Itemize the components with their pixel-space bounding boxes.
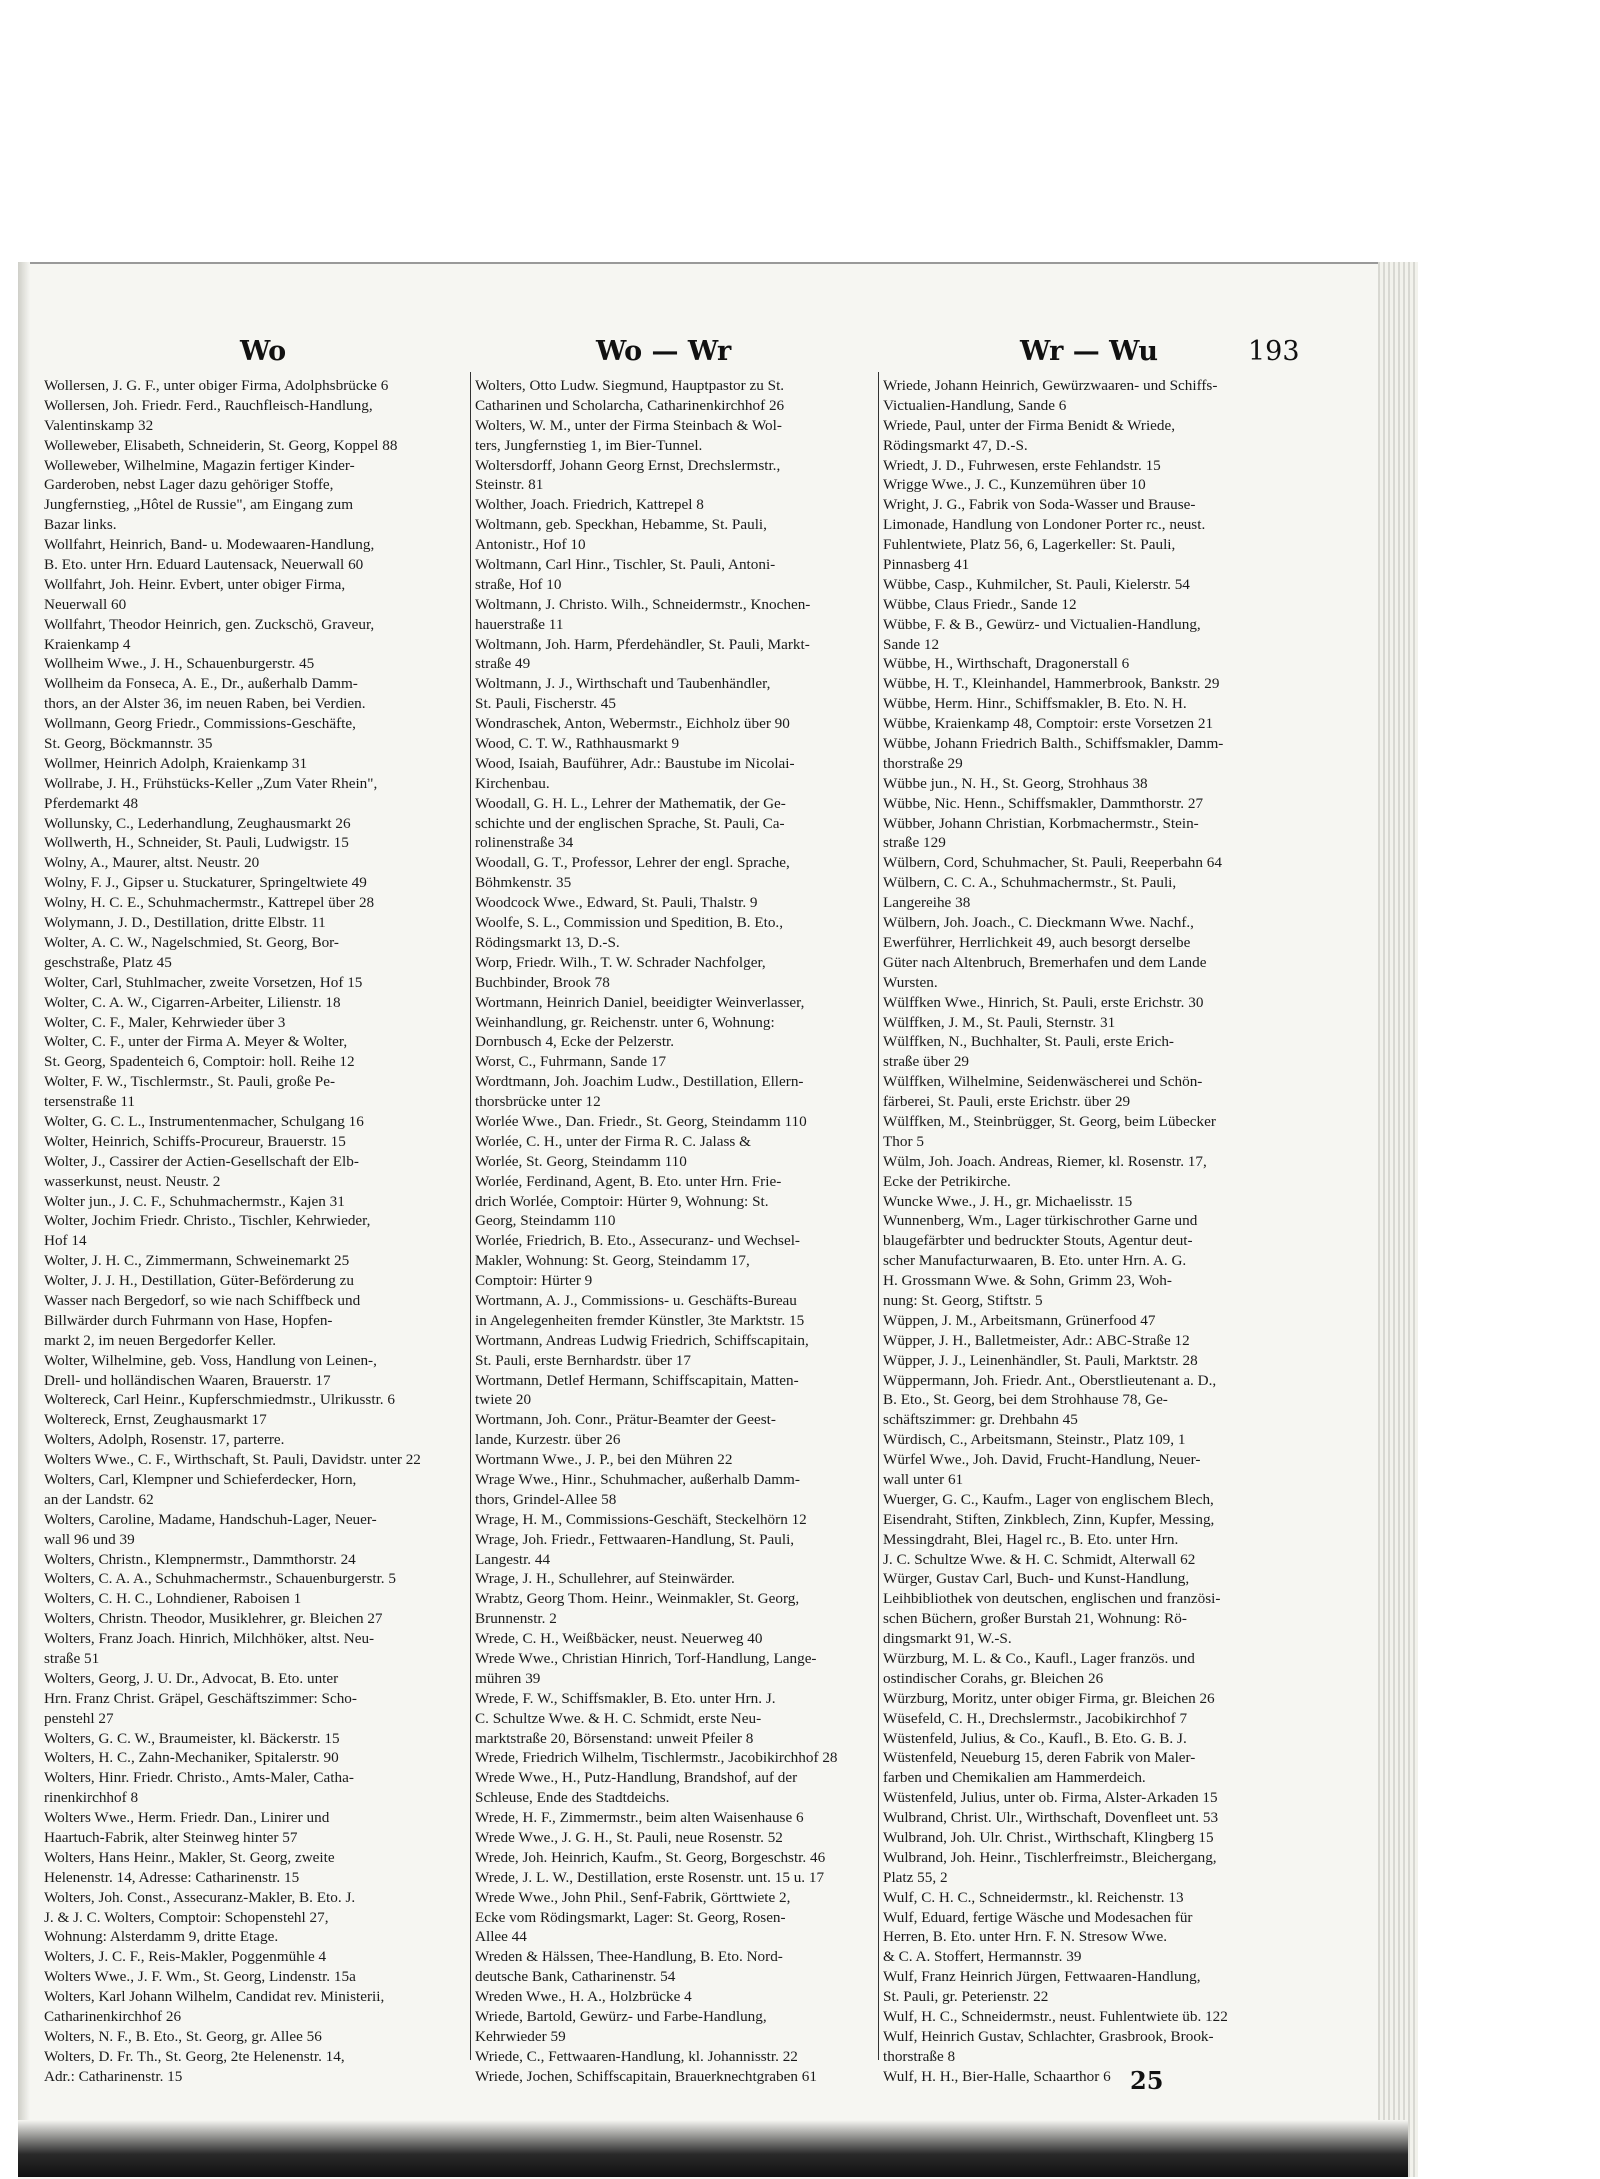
directory-entry-line: Wolters, Christn., Klempnermstr., Dammthorstr. 24 [44,1550,356,1568]
directory-entry-line: Wollersen, Joh. Friedr. Ferd., Rauchfleisch-Handlung, [44,396,373,414]
directory-entry-line: Thor 5 [883,1132,924,1150]
directory-entry-line: Wübber, Johann Christian, Korbmachermstr., Stein- [883,814,1199,832]
directory-entry-line: Wolter, C. F., Maler, Kehrwieder über 3 [44,1013,286,1031]
directory-entry-line: Fuhlentwiete, Platz 56, 6, Lagerkeller: St. Pauli, [883,536,1176,554]
directory-entry-line: lande, Kurzestr. über 26 [475,1431,621,1449]
directory-entry-line: Wüpper, J. H., Balletmeister, Adr.: ABC-Straße 12 [883,1331,1190,1349]
directory-entry-line: Wollheim Wwe., J. H., Schauenburgerstr. 45 [44,655,315,673]
directory-entry-line: straße über 29 [883,1053,970,1071]
directory-entry-line: Wolters, Karl Johann Wilhelm, Candidat rev. Ministerii, [44,1988,385,2006]
directory-entry-line: Wolny, F. J., Gipser u. Stuckaturer, Springeltwiete 49 [44,874,367,892]
directory-entry-line: Woltmann, J. Christo. Wilh., Schneidermstr., Knochen- [475,595,811,613]
directory-entry-line: Woltmann, J. J., Wirthschaft und Taubenhändler, [475,675,771,693]
directory-entry-line: Wolter, G. C. L., Instrumentenmacher, Schulgang 16 [44,1112,364,1130]
directory-entry-line: Wülffken Wwe., Hinrich, St. Pauli, erste Erichstr. 30 [883,993,1204,1011]
directory-entry-line: scher Manufacturwaaren, B. Eto. unter Hrn. A. G. [883,1252,1187,1270]
directory-entry-line: Wulf, Franz Heinrich Jürgen, Fettwaaren-Handlung, [883,1968,1201,1986]
directory-entry-line: Wübbe, H., Wirthschaft, Dragonerstall 6 [883,655,1130,673]
directory-entry-line: twiete 20 [475,1391,532,1409]
directory-entry-line: Wrede, J. L. W., Destillation, erste Rosenstr. unt. 15 u. 17 [475,1868,825,1886]
directory-entry-line: Woltmann, Carl Hinr., Tischler, St. Pauli, Antoni- [475,556,776,574]
directory-entry-line: Wolters, D. Fr. Th., St. Georg, 2te Helenenstr. 14, [44,2047,345,2065]
directory-entry-line: Worlée, Friedrich, B. Eto., Assecuranz- und Wechsel- [475,1232,800,1250]
directory-entry-line: Antonistr., Hof 10 [475,536,586,554]
directory-entry-line: Wriede, Jochen, Schiffscapitain, Brauerknechtgraben 61 [475,2067,817,2085]
directory-entry-line: Wrede, H. F., Zimmermstr., beim alten Waisenhause 6 [475,1809,804,1827]
directory-entry-line: straße 51 [44,1650,100,1667]
directory-entry-line: Wrede Wwe., H., Putz-Handlung, Brandshof, auf der [475,1769,798,1787]
directory-entry-line: Sande 12 [883,635,940,653]
directory-entry-line: Wolymann, J. D., Destillation, dritte Elbstr. 11 [44,914,326,932]
directory-entry-line: Wübbe, Herm. Hinr., Schiffsmakler, B. Eto. N. H. [883,695,1187,713]
directory-entry-line: markt 2, im neuen Bergedorfer Keller. [44,1331,277,1349]
directory-entry-line: Woolfe, S. L., Commission und Spedition, B. Eto., [475,914,784,932]
directory-entry-line: C. Schultze Wwe. & H. C. Schmidt, erste Neu- [475,1709,762,1727]
directory-entry-line: Pferdemarkt 48 [44,794,139,812]
directory-entry-line: Wasser nach Bergedorf, so wie nach Schiffbeck und [44,1291,361,1309]
directory-entry-line: Wolter jun., J. C. F., Schuhmachermstr., Kajen 31 [44,1192,345,1210]
directory-entry-line: Langestr. 44 [475,1550,551,1568]
directory-entry-line: Wolny, H. C. E., Schuhmachermstr., Kattrepel über 28 [44,894,375,912]
directory-entry-line: Haartuch-Fabrik, alter Steinweg hinter 57 [44,1829,298,1847]
directory-entry-line: Wolters, C. A. A., Schuhmachermstr., Schauenburgerstr. 5 [44,1570,396,1588]
directory-entry-line: Wüstenfeld, Julius, & Co., Kaufl., B. Eto. G. B. J. [883,1729,1187,1747]
directory-entry-line: Böhmkenstr. 35 [475,874,572,892]
directory-entry-line: Wrede, C. H., Weißbäcker, neust. Neuerweg 40 [475,1630,763,1648]
directory-entry-line: mühren 39 [475,1669,541,1687]
directory-entry-line: Wübbe, Casp., Kuhmilcher, St. Pauli, Kielerstr. 54 [883,575,1190,593]
directory-entry-line: Wüppermann, Joh. Friedr. Ant., Oberstlieutenant a. D., [883,1371,1217,1389]
directory-entry-line: Wolters, W. M., unter der Firma Steinbach & Wol- [475,416,782,434]
directory-entry-line: schen Büchern, großer Burstah 21, Wohnung: Rö- [883,1610,1187,1628]
directory-entry-line: Wollwerth, H., Schneider, St. Pauli, Ludwigstr. 15 [44,834,349,852]
directory-entry-line: Wolter, F. W., Tischlermstr., St. Pauli, große Pe- [44,1073,336,1091]
running-head-middle: Wo — Wr [596,336,732,367]
directory-entry-line: Wülm, Joh. Joach. Andreas, Riemer, kl. Rosenstr. 17, [883,1152,1207,1170]
directory-entry-line: Comptoir: Hürter 9 [475,1272,593,1290]
directory-entry-line: Wood, Isaiah, Bauführer, Adr.: Baustube im Nicolai- [475,754,795,772]
directory-entry-line: Wolters, Hans Heinr., Makler, St. Georg, zweite [44,1848,335,1866]
directory-entry-line: Catharinen und Scholarcha, Catharinenkirchhof 26 [475,396,785,414]
directory-entry-line: Rödingsmarkt 47, D.-S. [883,436,1028,454]
directory-entry-line: St. Pauli, Fischerstr. 45 [475,695,616,713]
directory-entry-line: Wollmer, Heinrich Adolph, Kraienkamp 31 [44,754,308,772]
directory-entry-line: in Angelegenheiten fremder Künstler, 3te Marktstr. 15 [475,1311,805,1329]
directory-entry-line: penstehl 27 [44,1709,114,1727]
directory-entry-line: Steinstr. 81 [475,476,544,494]
directory-entry-line: Drell- und holländischen Waaren, Brauerstr. 17 [44,1371,331,1389]
directory-entry-line: Wortmann Wwe., J. P., bei den Mühren 22 [475,1451,733,1469]
directory-entry-line: Wulf, H. C., Schneidermstr., neust. Fuhlentwiete üb. 122 [883,2008,1228,2026]
directory-entry-line: Wood, C. T. W., Rathhausmarkt 9 [475,735,680,753]
directory-entry-line: Wrage, H. M., Commissions-Geschäft, Steckelhörn 12 [475,1510,807,1528]
directory-entry-line: Wrabtz, Georg Thom. Heinr., Weinmakler, St. Georg, [475,1590,800,1608]
directory-entry-line: Wüstenfeld, Julius, unter ob. Firma, Alster-Arkaden 15 [883,1789,1218,1807]
directory-entry-line: Wreden Wwe., H. A., Holzbrücke 4 [475,1988,692,2006]
directory-entry-line: B. Eto., St. Georg, bei dem Strohhause 78, Ge- [883,1391,1168,1409]
directory-entry-line: St. Pauli, erste Bernhardstr. über 17 [475,1351,691,1369]
directory-entry-line: Wülffken, J. M., St. Pauli, Sternstr. 31 [883,1013,1116,1031]
directory-entry-line: J. & J. C. Wolters, Comptoir: Schopenstehl 27, [44,1908,329,1926]
directory-entry-line: Wortmann, Detlef Hermann, Schiffscapitain, Matten- [475,1371,799,1389]
directory-entry-line: Wolter, A. C. W., Nagelschmied, St. Georg, Bor- [44,933,339,951]
directory-entry-line: thorstraße 29 [883,754,963,772]
directory-entry-line: Woodcock Wwe., Edward, St. Pauli, Thalstr. 9 [475,894,758,912]
directory-entry-line: Wrage Wwe., Hinr., Schuhmacher, außerhalb Damm- [475,1470,800,1488]
directory-entry-line: Wülffken, M., Steinbrügger, St. Georg, beim Lübecker [883,1112,1216,1130]
directory-entry-line: Kirchenbau. [475,774,550,792]
directory-entry-line: Wolters, Adolph, Rosenstr. 17, parterre. [44,1431,285,1449]
directory-entry-line: Wolters, Franz Joach. Hinrich, Milchhöker, altst. Neu- [44,1630,375,1648]
directory-entry-line: Wolters, Joh. Const., Assecuranz-Makler, B. Eto. J. [44,1888,356,1906]
directory-entry-line: Ecke der Petrikirche. [883,1172,1011,1190]
directory-entry-line: Wülbern, Cord, Schuhmacher, St. Pauli, Reeperbahn 64 [883,854,1222,872]
directory-entry-line: Wortmann, Joh. Conr., Prätur-Beamter der Geest- [475,1411,776,1429]
directory-entry-line: Wüpper, J. J., Leinenhändler, St. Pauli, Marktstr. 28 [883,1351,1198,1369]
directory-entry-line: Wübbe, Claus Friedr., Sande 12 [883,595,1077,613]
directory-entry-line: Eisendraht, Stiften, Zinkblech, Zinn, Kupfer, Messing, [883,1510,1215,1528]
directory-entry-line: Wollfahrt, Theodor Heinrich, gen. Zuckschö, Graveur, [44,615,375,633]
directory-entry-line: Weinhandlung, gr. Reichenstr. unter 6, Wohnung: [475,1013,775,1031]
directory-entry-line: Wulbrand, Joh. Ulr. Christ., Wirthschaft, Klingberg 15 [883,1829,1214,1847]
directory-entry-line: Langereihe 38 [883,894,971,912]
directory-entry-line: Woltmann, geb. Speckhan, Hebamme, St. Pauli, [475,516,767,534]
directory-entry-line: Wunnenberg, Wm., Lager türkischrother Garne und [883,1212,1198,1230]
directory-entry-line: Wrigge Wwe., J. C., Kunzemühren über 10 [883,476,1146,494]
directory-entry-line: Wolters, H. C., Zahn-Mechaniker, Spitalerstr. 90 [44,1749,339,1767]
directory-entry-line: thors, an der Alster 36, im neuen Raben, bei Verdien. [44,695,366,713]
directory-entry-line: hauerstraße 11 [475,615,564,633]
directory-entry-line: Jungfernstieg, „Hôtel de Russie", am Eingang zum [44,496,354,514]
directory-entry-line: Wollunsky, C., Lederhandlung, Zeughausmarkt 26 [44,814,351,832]
directory-entry-line: Wolther, Joach. Friedrich, Kattrepel 8 [475,496,704,514]
directory-entry-line: Worp, Friedr. Wilh., T. W. Schrader Nachfolger, [475,953,766,971]
directory-entry-line: Wollrabe, J. H., Frühstücks-Keller „Zum Vater Rhein", [44,774,378,792]
signature-mark: 25 [1130,2066,1164,2095]
directory-entry-line: Allee 44 [475,1928,527,1946]
directory-column-middle [475,376,895,2087]
directory-entry-line: Garderoben, nebst Lager dazu gehöriger Stoffe, [44,476,334,494]
directory-entry-line: an der Landstr. 62 [44,1490,154,1508]
directory-entry-line: Wolter, Wilhelmine, geb. Voss, Handlung von Leinen-, [44,1351,377,1369]
directory-entry-line: Wrage, Joh. Friedr., Fettwaaren-Handlung, St. Pauli, [475,1530,795,1548]
column-rule-1 [470,372,471,2060]
directory-entry-line: Wübbe, Kraienkamp 48, Comptoir: erste Vorsetzen 21 [883,715,1214,733]
directory-entry-line: Wriede, Paul, unter der Firma Benidt & Wriede, [883,416,1176,434]
directory-entry-line: Wüstenfeld, Neueburg 15, deren Fabrik von Maler- [883,1749,1196,1767]
directory-entry-line: Wollersen, J. G. F., unter obiger Firma, Adolphsbrücke 6 [44,377,389,394]
directory-entry-line: ters, Jungfernstieg 1, im Bier-Tunnel. [475,436,703,454]
directory-entry-line: Schleuse, Ende des Stadtdeichs. [475,1789,670,1807]
directory-entry-line: Helenenstr. 14, Adresse: Catharinenstr. 15 [44,1868,300,1886]
directory-entry-line: Wolny, A., Maurer, altst. Neustr. 20 [44,854,260,872]
directory-entry-line: Wolters Wwe., J. F. Wm., St. Georg, Lindenstr. 15a [44,1968,356,1986]
directory-entry-line: deutsche Bank, Catharinenstr. 54 [475,1968,676,1986]
directory-entry-line: Wordtmann, Joh. Joachim Ludw., Destillation, Ellern- [475,1073,804,1091]
page-number: 193 [1248,336,1300,367]
directory-entry-line: Buchbinder, Brook 78 [475,973,610,991]
directory-entry-line: Makler, Wohnung: St. Georg, Steindamm 17, [475,1252,750,1270]
directory-entry-line: Würfel Wwe., Joh. David, Frucht-Handlung, Neuer- [883,1451,1201,1469]
directory-entry-line: schäftszimmer: gr. Drehbahn 45 [883,1411,1078,1429]
directory-entry-line: Wolters, Hinr. Friedr. Christo., Amts-Maler, Catha- [44,1769,354,1787]
directory-entry-line: Wübbe, Johann Friedrich Balth., Schiffsmakler, Damm- [883,735,1224,753]
directory-entry-line: H. Grossmann Wwe. & Sohn, Grimm 23, Woh- [883,1272,1172,1290]
directory-entry-line: Wollheim da Fonseca, A. E., Dr., außerhalb Damm- [44,675,358,693]
directory-entry-line: Wulf, Heinrich Gustav, Schlachter, Grasbrook, Brook- [883,2027,1214,2045]
directory-entry-line: Woodall, G. H. L., Lehrer der Mathematik, der Ge- [475,794,786,812]
directory-entry-line: Wübbe jun., N. H., St. Georg, Strohhaus 38 [883,774,1148,792]
directory-entry-line: Worlée, St. Georg, Steindamm 110 [475,1152,687,1170]
directory-entry-line: farben und Chemikalien am Hammerdeich. [883,1769,1146,1787]
directory-entry-line: Wulf, H. H., Bier-Halle, Schaarthor 6 [883,2067,1111,2085]
directory-entry-line: Wolter, Jochim Friedr. Christo., Tischler, Kehrwieder, [44,1212,371,1230]
directory-entry-line: Wolters, Christn. Theodor, Musiklehrer, gr. Bleichen 27 [44,1610,383,1628]
directory-entry-line: Worst, C., Fuhrmann, Sande 17 [475,1053,667,1071]
directory-entry-line: Würzburg, M. L. & Co., Kaufl., Lager französ. und [883,1650,1195,1667]
directory-entry-line: Wriedt, J. D., Fuhrwesen, erste Fehlandstr. 15 [883,456,1161,474]
directory-entry-line: wasserkunst, neust. Neustr. 2 [44,1172,221,1190]
directory-entry-line: Worlée Wwe., Dan. Friedr., St. Georg, Steindamm 110 [475,1112,807,1130]
directory-entry-line: Wolters, Georg, J. U. Dr., Advocat, B. Eto. unter [44,1669,339,1687]
directory-entry-line: straße 129 [883,834,946,852]
directory-column-left [44,376,464,2087]
directory-entry-line: Wülffken, N., Buchhalter, St. Pauli, erste Erich- [883,1033,1174,1051]
directory-entry-line: Güter nach Altenbruch, Bremerhafen und dem Lande [883,953,1207,971]
directory-entry-line: Wolter, J. J. H., Destillation, Güter-Beförderung zu [44,1272,354,1290]
directory-entry-line: Wolter, C. A. W., Cigarren-Arbeiter, Lilienstr. 18 [44,993,341,1011]
directory-entry-line: tersenstraße 11 [44,1093,135,1111]
directory-entry-line: Wrede Wwe., John Phil., Senf-Fabrik, Görttwiete 2, [475,1888,791,1906]
scan-bottom-edge [18,2120,1408,2177]
directory-entry-line: Wüsefeld, C. H., Drechslermstr., Jacobikirchhof 7 [883,1709,1188,1727]
directory-entry-line: Wortmann, A. J., Commissions- u. Geschäfts-Bureau [475,1291,797,1309]
directory-entry-line: thorsbrücke unter 12 [475,1093,601,1111]
directory-entry-line: Wolters Wwe., C. F., Wirthschaft, St. Pauli, Davidstr. unter 22 [44,1451,421,1469]
scan-background [0,0,18,2177]
directory-entry-line: Messingdraht, Blei, Hagel rc., B. Eto. unter Hrn. [883,1530,1179,1548]
directory-entry-line: Wülbern, Joh. Joach., C. Dieckmann Wwe. Nachf., [883,914,1194,932]
directory-entry-line: Würger, Gustav Carl, Buch- und Kunst-Handlung, [883,1570,1190,1588]
directory-entry-line: St. Georg, Böckmannstr. 35 [44,735,213,753]
directory-entry-line: Wrede, Joh. Heinrich, Kaufm., St. Georg, Borgeschstr. 46 [475,1848,826,1866]
directory-entry-line: Georg, Steindamm 110 [475,1212,616,1230]
directory-entry-line: Adr.: Catharinenstr. 15 [44,2067,183,2085]
directory-entry-line: Wrage, J. H., Schullehrer, auf Steinwärder. [475,1570,735,1588]
directory-entry-line: Woltereck, Carl Heinr., Kupferschmiedmstr., Ulrikusstr. 6 [44,1391,395,1409]
directory-entry-line: Limonade, Handlung von Londoner Porter rc., neust. [883,516,1206,534]
directory-entry-line: Wolters Wwe., Herm. Friedr. Dan., Linirer und [44,1809,330,1827]
directory-entry-line: Wriede, C., Fettwaaren-Handlung, kl. Johannisstr. 22 [475,2047,798,2065]
directory-entry-line: Leihbibliothek von deutschen, englischen und französi- [883,1590,1221,1608]
directory-entry-line: Wülbern, C. C. A., Schuhmachermstr., St. Pauli, [883,874,1177,892]
directory-entry-line: St. Pauli, gr. Peterienstr. 22 [883,1988,1049,2006]
directory-entry-line: Wrede, Friedrich Wilhelm, Tischlermstr., Jacobikirchhof 28 [475,1749,838,1767]
directory-entry-line: Wollfahrt, Joh. Heinr. Evbert, unter obiger Firma, [44,575,346,593]
directory-entry-line: rinenkirchhof 8 [44,1789,139,1807]
directory-entry-line: Wriede, Bartold, Gewürz- und Farbe-Handlung, [475,2008,767,2026]
directory-entry-line: Wright, J. G., Fabrik von Soda-Wasser und Brause- [883,496,1196,514]
directory-entry-line: Hof 14 [44,1232,87,1250]
directory-entry-line: Wursten. [883,973,938,991]
directory-entry-line: Würdisch, C., Arbeitsmann, Steinstr., Platz 109, 1 [883,1431,1186,1449]
directory-entry-line: B. Eto. unter Hrn. Eduard Lautensack, Neuerwall 60 [44,556,364,574]
directory-entry-line: färberei, St. Pauli, erste Erichstr. über 29 [883,1093,1131,1111]
directory-entry-line: Wolleweber, Elisabeth, Schneiderin, St. Georg, Koppel 88 [44,436,398,454]
directory-entry-line: Ecke vom Rödingsmarkt, Lager: St. Georg, Rosen- [475,1908,786,1926]
directory-entry-line: Kehrwieder 59 [475,2027,566,2045]
page-gutter-shadow [18,262,30,2177]
directory-entry-line: Wreden & Hälssen, Thee-Handlung, B. Eto. Nord- [475,1948,783,1966]
directory-entry-line: Wrede, F. W., Schiffsmakler, B. Eto. unter Hrn. J. [475,1689,776,1707]
directory-entry-line: J. C. Schultze Wwe. & H. C. Schmidt, Alterwall 62 [883,1550,1196,1568]
directory-entry-line: drich Worlée, Comptoir: Hürter 9, Wohnung: St. [475,1192,769,1210]
directory-entry-line: Wohnung: Alsterdamm 9, dritte Etage. [44,1928,279,1946]
directory-entry-line: straße 49 [475,655,531,673]
directory-entry-line: Ewerführer, Herrlichkeit 49, auch besorgt derselbe [883,933,1191,951]
directory-entry-line: thorstraße 8 [883,2047,956,2065]
directory-entry-line: Wolters, N. F., B. Eto., St. Georg, gr. Allee 56 [44,2027,322,2045]
directory-entry-line: Dornbusch 4, Ecke der Pelzerstr. [475,1033,675,1051]
directory-entry-line: Brunnenstr. 2 [475,1610,557,1628]
directory-entry-line: Wrede Wwe., J. G. H., St. Pauli, neue Rosenstr. 52 [475,1829,783,1847]
directory-entry-line: Wollfahrt, Heinrich, Band- u. Modewaaren-Handlung, [44,536,375,554]
directory-entry-line: Neuerwall 60 [44,595,127,613]
directory-entry-line: Wollmann, Georg Friedr., Commissions-Geschäfte, [44,715,356,733]
directory-entry-line: Wulbrand, Christ. Ulr., Wirthschaft, Dovenfleet unt. 53 [883,1809,1219,1827]
directory-entry-line: Woltersdorff, Johann Georg Ernst, Drechslermstr., [475,456,781,474]
directory-entry-line: Wolters, Carl, Klempner und Schieferdecker, Horn, [44,1470,357,1488]
directory-entry-line: Woltereck, Ernst, Zeughausmarkt 17 [44,1411,267,1429]
directory-entry-line: Bazar links. [44,516,117,534]
directory-entry-line: ostindischer Corahs, gr. Bleichen 26 [883,1669,1104,1687]
directory-entry-line: Wulf, Eduard, fertige Wäsche und Modesachen für [883,1908,1193,1926]
directory-entry-line: Pinnasberg 41 [883,556,970,574]
directory-entry-line: Wolter, J., Cassirer der Actien-Gesellschaft der Elb- [44,1152,359,1170]
running-head-left: Wo [240,336,287,367]
directory-entry-line: Wolleweber, Wilhelmine, Magazin fertiger Kinder- [44,456,355,474]
directory-column-right [883,376,1295,2087]
directory-entry-line: geschstraße, Platz 45 [44,953,172,971]
directory-entry-line: straße, Hof 10 [475,575,562,593]
directory-entry-line: Wübbe, H. T., Kleinhandel, Hammerbrook, Bankstr. 29 [883,675,1220,693]
directory-entry-line: Wortmann, Heinrich Daniel, beeidigter Weinverlasser, [475,993,805,1011]
directory-entry-line: Valentinskamp 32 [44,416,154,434]
directory-entry-line: Wulf, C. H. C., Schneidermstr., kl. Reichenstr. 13 [883,1888,1184,1906]
directory-entry-line: Wriede, Johann Heinrich, Gewürzwaaren- und Schiffs- [883,377,1218,394]
directory-entry-line: Wolter, Carl, Stuhlmacher, zweite Vorsetzen, Hof 15 [44,973,363,991]
directory-entry-line: Wolters, Otto Ludw. Siegmund, Hauptpastor zu St. [475,377,785,394]
directory-entry-line: rolinenstraße 34 [475,834,574,852]
directory-entry-line: Wübbe, F. & B., Gewürz- und Victualien-Handlung, [883,615,1201,633]
directory-entry-line: Würzburg, Moritz, unter obiger Firma, gr. Bleichen 26 [883,1689,1215,1707]
directory-entry-line: Wüppen, J. M., Arbeitsmann, Grünerfood 47 [883,1311,1156,1329]
directory-entry-line: schichte und der englischen Sprache, St. Pauli, Ca- [475,814,785,832]
directory-entry-line: Billwärder durch Fuhrmann von Hase, Hopfen- [44,1311,333,1329]
directory-entry-line: Wuncke Wwe., J. H., gr. Michaelisstr. 15 [883,1192,1133,1210]
directory-entry-line: Herren, B. Eto. unter Hrn. F. N. Stresow Wwe. [883,1928,1168,1946]
page-edge-stack [1378,262,1418,2177]
directory-entry-line: Woodall, G. T., Professor, Lehrer der engl. Sprache, [475,854,790,872]
directory-entry-line: Wolter, J. H. C., Zimmermann, Schweinemarkt 25 [44,1252,350,1270]
directory-entry-line: Wuerger, G. C., Kaufm., Lager von englischem Blech, [883,1490,1214,1508]
directory-entry-line: Platz 55, 2 [883,1868,948,1886]
directory-entry-line: Wondraschek, Anton, Webermstr., Eichholz über 90 [475,715,790,733]
directory-entry-line: & C. A. Stoffert, Hermannstr. 39 [883,1948,1082,1966]
directory-entry-line: marktstraße 20, Börsenstand: unweit Pfeiler 8 [475,1729,754,1747]
directory-entry-line: Kraienkamp 4 [44,635,131,653]
directory-entry-line: Wulbrand, Joh. Heinr., Tischlerfreimstr., Bleichergang, [883,1848,1217,1866]
directory-entry-line: Woltmann, Joh. Harm, Pferdehändler, St. Pauli, Markt- [475,635,810,653]
directory-entry-line: Wolter, C. F., unter der Firma A. Meyer & Wolter, [44,1033,348,1051]
directory-entry-line: Wübbe, Nic. Henn., Schiffsmakler, Dammthorstr. 27 [883,794,1204,812]
directory-entry-line: Wolters, C. H. C., Lohndiener, Raboisen 1 [44,1590,302,1608]
directory-entry-line: Hrn. Franz Christ. Gräpel, Geschäftszimmer: Scho- [44,1689,357,1707]
directory-entry-line: Wolters, Caroline, Madame, Handschuh-Lager, Neuer- [44,1510,377,1528]
directory-entry-line: Wolters, J. C. F., Reis-Makler, Poggenmühle 4 [44,1948,327,1966]
directory-entry-line: blaugefärbter und bedruckter Stouts, Agentur deut- [883,1232,1193,1250]
directory-entry-line: Rödingsmarkt 13, D.-S. [475,933,620,951]
directory-entry-line: Wolter, Heinrich, Schiffs-Procureur, Brauerstr. 15 [44,1132,346,1150]
directory-entry-line: nung: St. Georg, Stiftstr. 5 [883,1291,1043,1309]
directory-entry-line: wall 96 und 39 [44,1530,135,1548]
directory-entry-line: Wrede Wwe., Christian Hinrich, Torf-Handlung, Lange- [475,1650,817,1667]
running-head-right: Wr — Wu [1020,336,1158,367]
directory-entry-line: wall unter 61 [883,1470,964,1488]
directory-entry-line: Worlée, C. H., unter der Firma R. C. Jalass & [475,1132,751,1150]
directory-entry-line: dingsmarkt 91, W.-S. [883,1630,1012,1648]
directory-entry-line: Wortmann, Andreas Ludwig Friedrich, Schiffscapitain, [475,1331,809,1349]
directory-entry-line: Wolters, G. C. W., Braumeister, kl. Bäckerstr. 15 [44,1729,340,1747]
directory-entry-line: Victualien-Handlung, Sande 6 [883,396,1067,414]
directory-entry-line: Catharinenkirchhof 26 [44,2008,182,2026]
directory-entry-line: Worlée, Ferdinand, Agent, B. Eto. unter Hrn. Frie- [475,1172,782,1190]
directory-entry-line: thors, Grindel-Allee 58 [475,1490,617,1508]
directory-entry-line: St. Georg, Spadenteich 6, Comptoir: holl. Reihe 12 [44,1053,355,1071]
directory-entry-line: Wülffken, Wilhelmine, Seidenwäscherei und Schön- [883,1073,1203,1091]
